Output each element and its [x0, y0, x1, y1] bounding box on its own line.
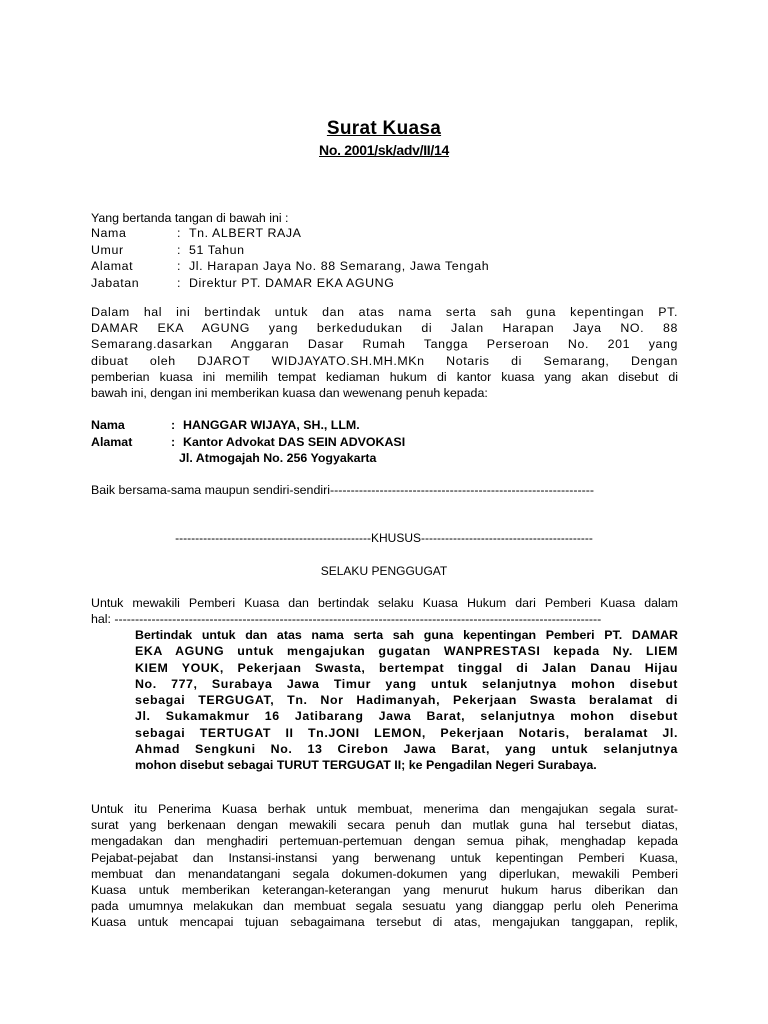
paragraph-line: surat yang berkenaan dengan mewakili secara penuh dan mutlak guna hal tersebut diatas, — [91, 818, 678, 833]
grantee-row-address — [91, 434, 678, 451]
grantor-value: Direktur PT. DAMAR EKA AGUNG — [189, 275, 395, 290]
case-line: sebagai TERGUGAT, Tn. Nor Hadimanyah, Pekerjaan Swasta beralamat di — [135, 693, 678, 708]
paragraph-line: dibuat oleh DJAROT WIDJAYATO.SH.MH.MKn Notaris di Semarang, Dengan — [91, 353, 678, 368]
grantee-sep: : — [171, 418, 176, 432]
grantee-label: Nama — [91, 418, 125, 432]
paragraph-line: membuat dan menandatangani segala dokumen-dokumen yang diperlukan, mewakili Pemberi — [91, 866, 678, 881]
paragraph-line: pemberian kuasa ini memilih tempat kediaman hukum di kantor kuasa yang akan disebut di — [91, 369, 678, 384]
powers-paragraph — [91, 801, 678, 931]
grantor-value: 51 Tahun — [189, 242, 245, 257]
paragraph-line: Kuasa untuk mencapai tujuan sebagaimana tersebut di atas, mengajukan tanggapan, replik, — [91, 915, 678, 930]
grantor-row-name — [91, 225, 678, 242]
paragraph-line: hal: ---------------------------------------------------------------------------------------------------------------------- — [91, 612, 602, 627]
paragraph-line: Dalam hal ini bertindak untuk dan atas nama serta sah guna kepentingan PT. — [91, 305, 678, 319]
grantor-sep: : — [177, 275, 181, 290]
grantor-value: Jl. Harapan Jaya No. 88 Semarang, Jawa Tengah — [189, 259, 490, 273]
represent-paragraph — [91, 595, 678, 627]
case-line: No. 777, Surabaya Jawa Timur yang untuk selanjutnya mohon disebut — [135, 676, 678, 691]
grantor-row-address — [91, 258, 678, 275]
case-line: Bertindak untuk dan atas nama serta sah guna kepentingan Pemberi PT. DAMAR — [135, 628, 678, 642]
case-line: mohon disebut sebagai TURUT TERGUGAT II; ke Pengadilan Negeri Surabaya. — [135, 758, 597, 773]
grantee-name: HANGGAR WIJAYA, SH., LLM. — [183, 418, 360, 432]
paragraph-line: pada umumnya melakukan dan membuat segala sesuatu yang dianggap perlu oleh Penerima — [91, 899, 678, 914]
grantee-label: Alamat — [91, 434, 133, 449]
paragraph-line: mengadakan dan menghadiri pertemuan-pertemuan dengan semua pihak, menghadap kepada — [91, 834, 678, 849]
case-line: Jl. Sukamakmur 16 Jatibarang Jawa Barat, selanjutnya mohon disebut — [135, 709, 678, 724]
paragraph-line: Semarang.dasarkan Anggaran Dasar Rumah Tangga Perseroan No. 201 yang — [91, 337, 678, 352]
case-description — [135, 627, 678, 774]
case-line: KIEM YOUK, Pekerjaan Swasta, bertempat tinggal di Jalan Danau Hijau — [135, 660, 678, 675]
grantor-row-position — [91, 275, 678, 292]
selaku-heading: SELAKU PENGGUGAT — [320, 564, 448, 578]
paragraph-line: Untuk mewakili Pemberi Kuasa dan bertindak selaku Kuasa Hukum dari Pemberi Kuasa dalam — [91, 596, 678, 610]
grantee-spacer — [91, 450, 179, 467]
grantor-sep: : — [177, 226, 181, 240]
document-title: Surat Kuasa — [326, 118, 442, 139]
grantee-address-line: Kantor Advokat DAS SEIN ADVOKASI — [183, 434, 406, 449]
grantee-row-name — [91, 417, 678, 434]
case-line: EKA AGUNG untuk mengajukan gugatan WANPRESTASI kepada Ny. LIEM — [135, 644, 678, 659]
together-line: Baik bersama-sama maupun sendiri-sendiri---------------------------------------------------------------- — [91, 483, 595, 497]
paragraph-line: DAMAR EKA AGUNG yang berkedudukan di Jalan Harapan Jaya NO. 88 — [91, 321, 678, 336]
grantee-address-line: Jl. Atmogajah No. 256 Yogyakarta — [179, 451, 377, 465]
grantor-row-age — [91, 242, 678, 259]
document-number: No. 2001/sk/adv/II/14 — [319, 142, 449, 158]
khusus-divider: -------------------------------------------------KHUSUS------------------------------------------- — [175, 531, 593, 545]
grantor-label: Alamat — [91, 259, 134, 273]
grantor-details — [91, 225, 678, 291]
paragraph-line: bawah ini, dengan ini memberikan kuasa dan wewenang penuh kepada: — [91, 386, 488, 401]
grantor-sep: : — [177, 242, 181, 257]
case-line: Ahmad Sengkuni No. 13 Cirebon Jawa Barat, yang untuk selanjutnya — [135, 742, 678, 757]
grantor-label: Nama — [91, 226, 127, 240]
grantee-details — [91, 417, 678, 467]
grantor-label: Jabatan — [91, 275, 140, 290]
paragraph-line: Kuasa untuk memberikan keterangan-keterangan yang menurut hukum harus diberikan dan — [91, 883, 678, 898]
grantee-sep: : — [171, 434, 176, 449]
intro-line: Yang bertanda tangan di bawah ini : — [91, 211, 289, 225]
grantor-value: Tn. ALBERT RAJA — [189, 226, 302, 240]
paragraph-line: Untuk itu Penerima Kuasa berhak untuk membuat, menerima dan mengajukan segala surat- — [91, 802, 678, 816]
grantor-sep: : — [177, 259, 181, 273]
paragraph-line: Pejabat-pejabat dan Instansi-instansi yang berwenang untuk kepentingan Pemberi Kuasa, — [91, 850, 678, 865]
grantee-row-address-2 — [91, 450, 678, 467]
intro-text — [91, 210, 678, 226]
authority-paragraph — [91, 304, 678, 401]
case-line: sebagai TERTUGAT II Tn.JONI LEMON, Pekerjaan Notaris, beralamat Jl. — [135, 725, 678, 740]
grantor-label: Umur — [91, 242, 124, 257]
